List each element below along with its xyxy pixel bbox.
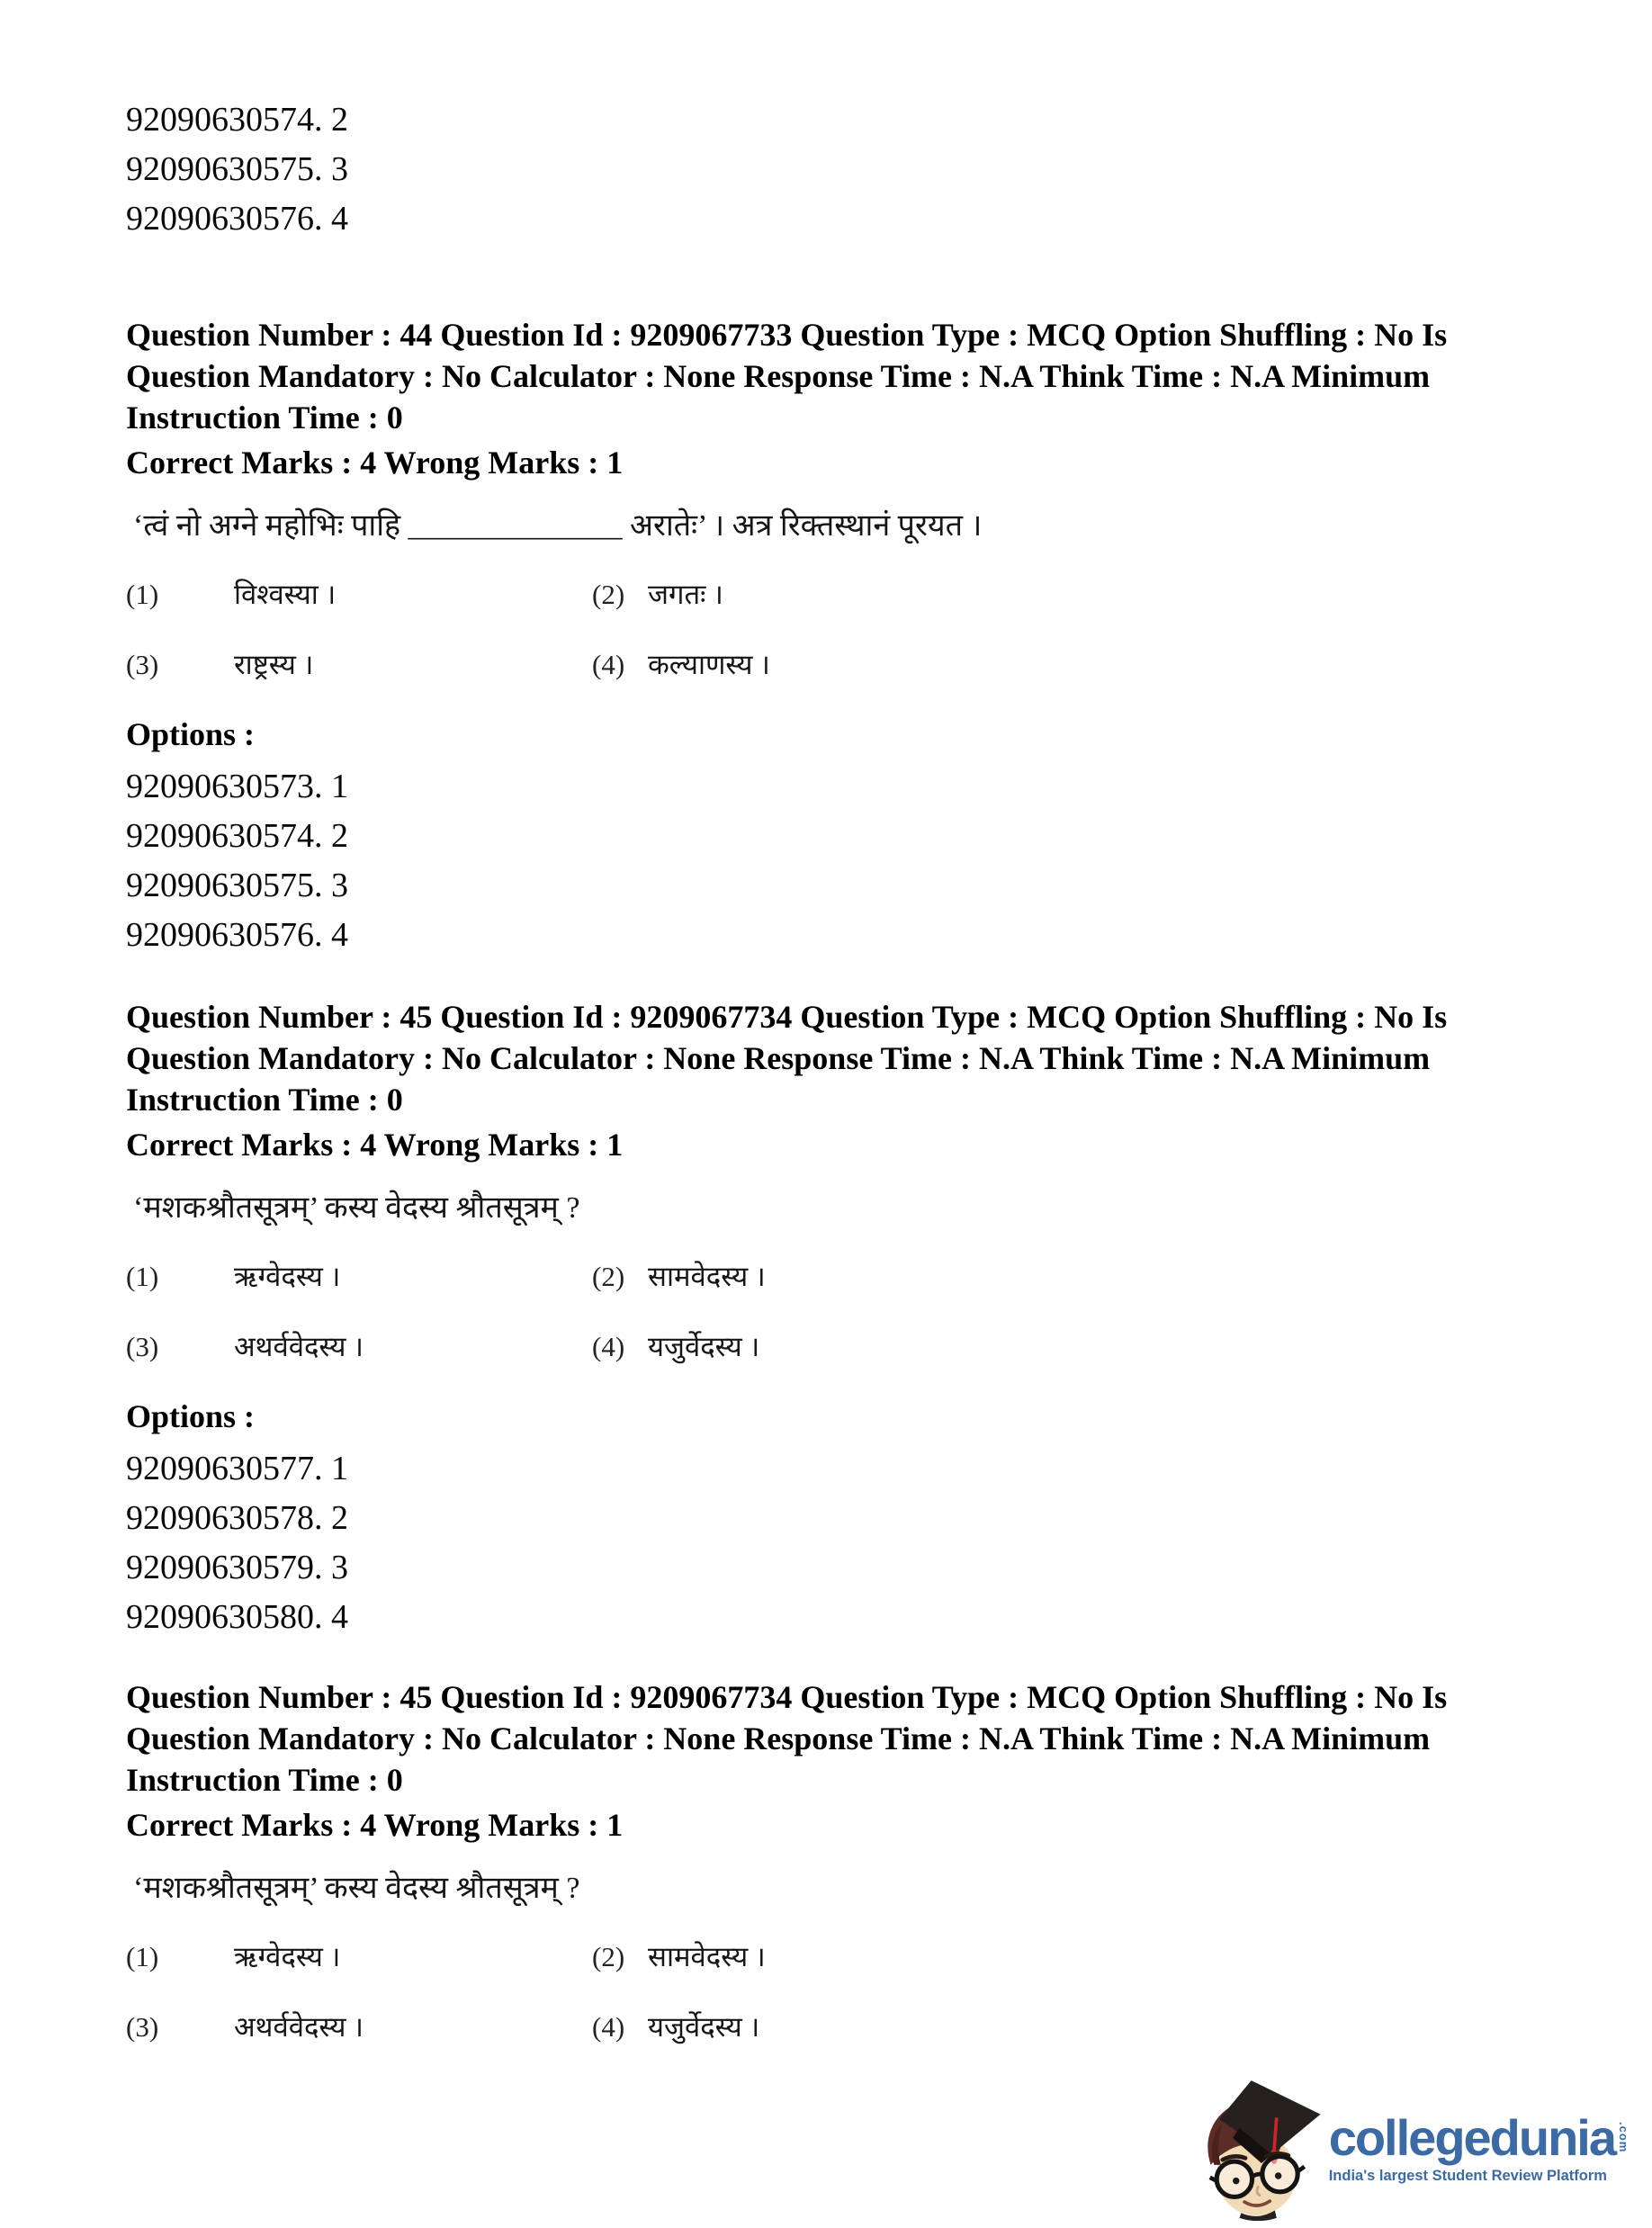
option-id: 92090630580. 4 — [126, 1598, 348, 1636]
choice-number: (1) — [126, 1261, 159, 1292]
choice-row — [126, 1936, 1476, 1979]
choice-number: (3) — [126, 2011, 159, 2043]
choice-grid — [126, 1255, 1476, 1369]
brand-tagline: India's largest Student Review Platform — [1328, 2168, 1607, 2184]
collegedunia-logo — [1192, 2077, 1630, 2221]
choice-row — [126, 1325, 1476, 1369]
choice-number: (4) — [592, 2011, 625, 2043]
choice-row — [126, 1255, 1476, 1298]
option-id: 92090630575. 3 — [126, 867, 348, 904]
choice-text: अथर्ववेदस्य । — [234, 1331, 364, 1362]
question-block-45 — [126, 996, 1476, 1642]
choice-text: कल्याणस्य । — [648, 649, 770, 680]
choice-text: यजुर्वेदस्य । — [648, 2011, 760, 2043]
question-meta — [126, 996, 1476, 1120]
choice-number: (3) — [126, 1331, 159, 1362]
question-meta-line: Question Number : 45 Question Id : 9209067734 Question Type : MCQ Option Shuffling : No Is — [126, 1679, 1448, 1715]
choice-number: (1) — [126, 1941, 159, 1972]
choice-number: (4) — [592, 1331, 625, 1362]
marks-line: Correct Marks : 4 Wrong Marks : 1 — [126, 1127, 624, 1163]
option-id: 92090630578. 2 — [126, 1499, 348, 1537]
question-meta-line: Question Number : 44 Question Id : 9209067733 Question Type : MCQ Option Shuffling : No Is — [126, 317, 1448, 353]
option-id: 92090630577. 1 — [126, 1450, 348, 1487]
question-meta-line: Question Mandatory : No Calculator : None Response Time : N.A Think Time : N.A Minimum — [126, 1720, 1431, 1756]
previous-option-id-list — [126, 95, 1476, 244]
marks-line: Correct Marks : 4 Wrong Marks : 1 — [126, 1807, 624, 1843]
choice-number: (2) — [592, 579, 625, 610]
choice-number: (4) — [592, 649, 625, 680]
question-meta-line: Question Mandatory : No Calculator : None Response Time : N.A Think Time : N.A Minimum — [126, 1040, 1431, 1076]
brand-suffix: .com — [1617, 2122, 1630, 2153]
choice-grid — [126, 1936, 1476, 2049]
question-meta-line: Instruction Time : 0 — [126, 1082, 403, 1118]
choice-text: यजुर्वेदस्य । — [648, 1331, 760, 1362]
question-meta-line: Instruction Time : 0 — [126, 400, 403, 436]
option-id: 92090630574. 2 — [126, 817, 348, 855]
choice-text: ऋग्वेदस्य । — [234, 1941, 341, 1972]
option-id: 92090630576. 4 — [126, 200, 348, 238]
choice-number: (2) — [592, 1941, 625, 1972]
choice-row — [126, 2006, 1476, 2049]
question-meta-line: Question Number : 45 Question Id : 9209067734 Question Type : MCQ Option Shuffling : No Is — [126, 999, 1448, 1035]
collegedunia-mascot-icon — [1192, 2077, 1327, 2221]
logo-text — [1328, 2109, 1630, 2185]
option-id-list — [126, 1444, 1476, 1642]
option-id: 92090630574. 2 — [126, 101, 348, 139]
options-label: Options : — [126, 716, 256, 752]
options-label: Options : — [126, 1398, 256, 1434]
choice-text: सामवेदस्य । — [648, 1941, 766, 1972]
option-id: 92090630575. 3 — [126, 150, 348, 188]
choice-text: राष्ट्रस्य । — [234, 649, 314, 680]
choice-text: ऋग्वेदस्य । — [234, 1261, 341, 1292]
choice-text: विश्वस्या । — [234, 579, 337, 610]
question-meta — [126, 1676, 1476, 1801]
question-meta — [126, 314, 1476, 438]
choice-text: अथर्ववेदस्य । — [234, 2011, 364, 2043]
question-meta-line: Question Mandatory : No Calculator : None Response Time : N.A Think Time : N.A Minimum — [126, 358, 1431, 394]
choice-text: जगतः । — [648, 579, 723, 610]
choice-row — [126, 643, 1476, 687]
marks-line: Correct Marks : 4 Wrong Marks : 1 — [126, 445, 624, 481]
choice-grid — [126, 573, 1476, 687]
option-id-list — [126, 762, 1476, 960]
choice-number: (2) — [592, 1261, 625, 1292]
question-block-44 — [126, 314, 1476, 960]
question-meta-line: Instruction Time : 0 — [126, 1762, 403, 1798]
question-text: ‘त्वं नो अग्ने महोभिः पाहि ______________ अरातेः’ । अत्र रिक्तस्थानं पूरयत । — [133, 509, 983, 543]
choice-row — [126, 573, 1476, 616]
question-block-45-repeat — [126, 1676, 1476, 2049]
choice-text: सामवेदस्य । — [648, 1261, 766, 1292]
option-id: 92090630576. 4 — [126, 916, 348, 954]
option-id: 92090630579. 3 — [126, 1549, 348, 1586]
question-text: ‘मशकश्रौतसूत्रम्’ कस्य वेदस्य श्रौतसूत्रम् ? — [133, 1872, 580, 1905]
option-id: 92090630573. 1 — [126, 768, 348, 805]
question-text: ‘मशकश्रौतसूत्रम्’ कस्य वेदस्य श्रौतसूत्रम् ? — [133, 1191, 580, 1225]
choice-number: (3) — [126, 649, 159, 680]
brand-wordmark: collegedunia — [1328, 2109, 1615, 2166]
choice-number: (1) — [126, 579, 159, 610]
